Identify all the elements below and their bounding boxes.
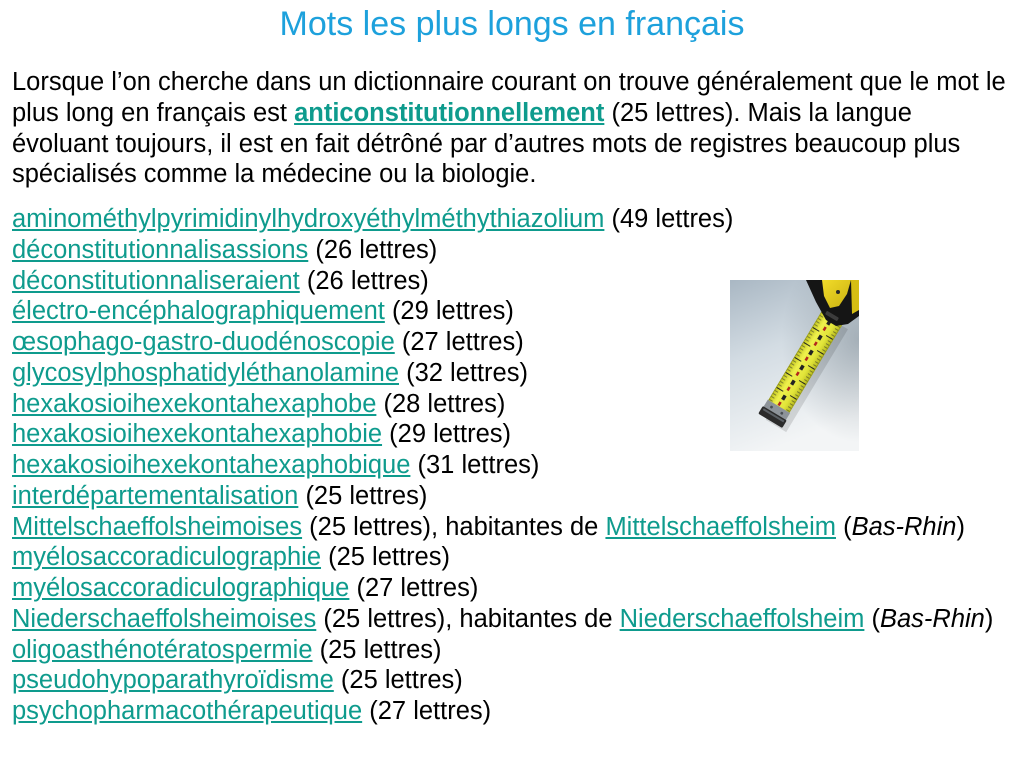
intro-text: (25 lettres). Mais la langue bbox=[611, 98, 912, 127]
word-link[interactable]: oligoasthénotératospermie bbox=[12, 635, 313, 664]
word-link[interactable]: myélosaccoradiculographique bbox=[12, 574, 350, 602]
word-list-item bbox=[12, 604, 993, 635]
word-link[interactable]: hexakosioihexekontahexaphobie bbox=[12, 420, 383, 449]
region-name: Bas-Rhin bbox=[851, 512, 957, 541]
region-open: ( bbox=[871, 604, 880, 633]
letter-count: (32 lettres) bbox=[406, 358, 528, 387]
word-list-item bbox=[12, 542, 993, 573]
intro-line: spécialisés comme la médecine ou la biologie. bbox=[12, 160, 537, 189]
letter-count: (27 lettres) bbox=[401, 328, 524, 356]
intro-line: Lorsque l’on cherche dans un dictionnaire courant on trouve généralement que le mot le bbox=[12, 68, 1006, 96]
tape-measure-illustration bbox=[730, 280, 859, 451]
word-list-item bbox=[12, 512, 993, 543]
letter-count: (25 lettres) bbox=[319, 635, 442, 664]
letter-count: (26 lettres) bbox=[306, 266, 429, 295]
letter-count: (27 lettres) bbox=[356, 574, 479, 602]
place-link[interactable]: Mittelschaeffolsheim bbox=[605, 512, 836, 541]
word-link[interactable]: hexakosioihexekontahexaphobe bbox=[12, 389, 377, 418]
word-link[interactable]: déconstitutionnalisassions bbox=[12, 235, 309, 264]
intro-text: plus long en français est bbox=[12, 98, 287, 127]
letter-count: (29 lettres) bbox=[391, 297, 514, 326]
word-link[interactable]: déconstitutionnaliseraient bbox=[12, 266, 300, 295]
tape-measure-image bbox=[730, 280, 859, 451]
letter-count: (49 lettres) bbox=[611, 205, 734, 233]
word-link[interactable]: œsophago-gastro-duodénoscopie bbox=[12, 328, 395, 356]
word-link[interactable]: glycosylphosphatidyléthanolamine bbox=[12, 358, 399, 387]
word-list-item bbox=[12, 573, 993, 604]
word-link[interactable]: myélosaccoradiculographie bbox=[12, 543, 322, 572]
letter-count: (25 lettres) bbox=[328, 543, 450, 572]
word-link[interactable]: psychopharmacothérapeutique bbox=[12, 697, 363, 725]
word-link[interactable]: hexakosioihexekontahexaphobique bbox=[12, 451, 411, 479]
keyword-link[interactable]: anticonstitutionnellement bbox=[294, 98, 605, 127]
letter-count: (25 lettres) bbox=[340, 666, 463, 695]
word-list-item bbox=[12, 635, 993, 666]
word-link[interactable]: Mittelschaeffolsheimoises bbox=[12, 512, 303, 541]
region-close: ) bbox=[956, 512, 965, 541]
letter-count: (25 lettres), habitantes de bbox=[323, 604, 613, 633]
letter-count: (27 lettres) bbox=[369, 697, 492, 725]
letter-count: (25 lettres) bbox=[305, 481, 428, 510]
word-link[interactable]: interdépartementalisation bbox=[12, 481, 299, 510]
word-link[interactable]: aminométhylpyrimidinylhydroxyéthylméthythiazolium bbox=[12, 205, 605, 233]
word-link[interactable]: pseudohypoparathyroïdisme bbox=[12, 666, 334, 695]
word-list-item bbox=[12, 450, 993, 481]
page-title: Mots les plus longs en français bbox=[279, 5, 745, 43]
word-link[interactable]: électro-encéphalographiquement bbox=[12, 297, 385, 326]
letter-count: (29 lettres) bbox=[389, 420, 512, 449]
word-list-item bbox=[12, 204, 993, 235]
intro-line bbox=[12, 98, 1006, 129]
word-list-item bbox=[12, 481, 993, 512]
word-list-item bbox=[12, 665, 993, 696]
letter-count: (31 lettres) bbox=[417, 451, 540, 479]
word-list-item bbox=[12, 696, 993, 727]
word-link[interactable]: Niederschaeffolsheimoises bbox=[12, 604, 317, 633]
region-name: Bas-Rhin bbox=[879, 604, 985, 633]
intro-line: évoluant toujours, il est en fait détrôné par d’autres mots de registres beaucoup plus bbox=[12, 129, 961, 158]
intro-paragraph bbox=[12, 67, 1006, 190]
word-list-item bbox=[12, 235, 993, 266]
letter-count: (25 lettres), habitantes de bbox=[309, 512, 599, 541]
letter-count: (28 lettres) bbox=[383, 389, 506, 418]
letter-count: (26 lettres) bbox=[315, 235, 438, 264]
region-close: ) bbox=[984, 604, 994, 633]
place-link[interactable]: Niederschaeffolsheim bbox=[619, 604, 865, 633]
region-open: ( bbox=[843, 512, 852, 541]
